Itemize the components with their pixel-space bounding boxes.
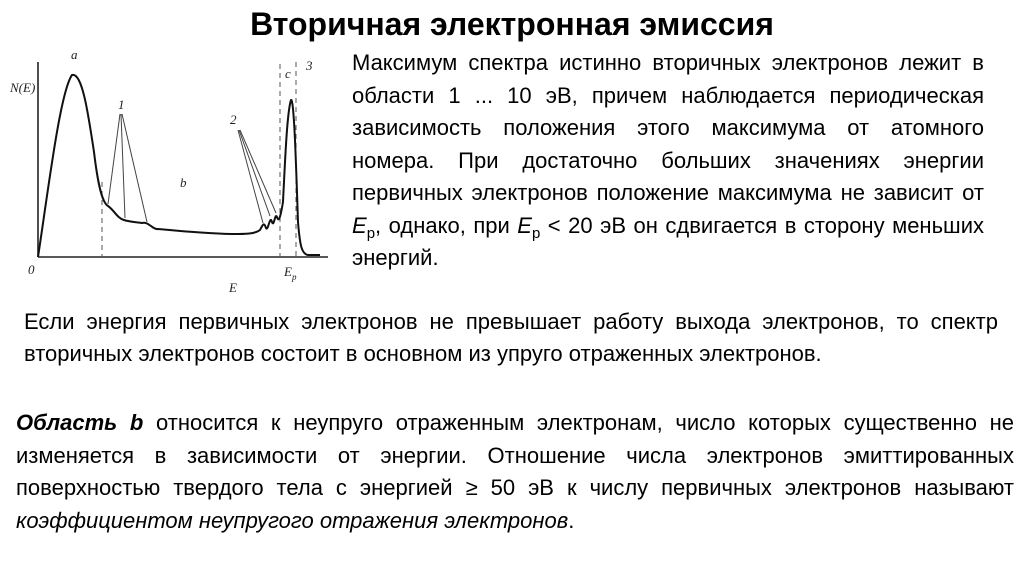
marker-2-label: 2 bbox=[230, 112, 237, 127]
paragraph-elastic-electrons: Если энергия первичных электронов не превышает работу выхода электронов, то спектр вторичных электронов состоит в основном из упруго отраженных электронов. bbox=[24, 309, 998, 366]
x-axis-label: E bbox=[229, 280, 237, 295]
spectrum-plot bbox=[8, 42, 338, 300]
peak-c-label: c bbox=[285, 66, 291, 81]
slide-title: Вторичная электронная эмиссия bbox=[250, 6, 774, 42]
paragraph-max-spectrum: Максимум спектра истинно вторичных электронов лежит в области 1 ... 10 эВ, причем наблюдается периодическая зависимость положения этого максимума от атомного номера. При достаточно больших значениях энергии первичных электронов положение максимума не зависит от $E_p$, однако, при $E_p < 20$ эВ он сдвигается в сторону меньших энергий. bbox=[352, 50, 984, 270]
pointer-arrows-1 bbox=[108, 114, 147, 222]
secondary-electron-spectrum-figure bbox=[8, 42, 338, 300]
origin-label: 0 bbox=[28, 262, 35, 277]
pointer-arrows-2 bbox=[238, 130, 276, 223]
inelastic-reflection-coefficient-term: коэффициентом неупругого отражения электронов bbox=[16, 507, 569, 533]
peak-a-label: a bbox=[71, 47, 78, 62]
spectrum-curve bbox=[38, 75, 320, 257]
marker-3-label: 3 bbox=[306, 58, 313, 73]
marker-1-label: 1 bbox=[118, 97, 125, 112]
region-b-label: b bbox=[180, 175, 187, 190]
y-axis-label: N(E) bbox=[10, 80, 36, 95]
paragraph-region-b: Область b относится к неупруго отраженным электронам, число которых существенно не изменяется в зависимости от энергии. Отношение числа электронов эмиттированных поверхностью твердого тела с энергией ≥ 50 эВ к числу первичных электронов называют коэффициентом неупругого отражения электронов. bbox=[16, 410, 1014, 533]
region-b-term: Область b bbox=[16, 410, 144, 435]
ep-label: $E_p$ bbox=[284, 264, 297, 282]
